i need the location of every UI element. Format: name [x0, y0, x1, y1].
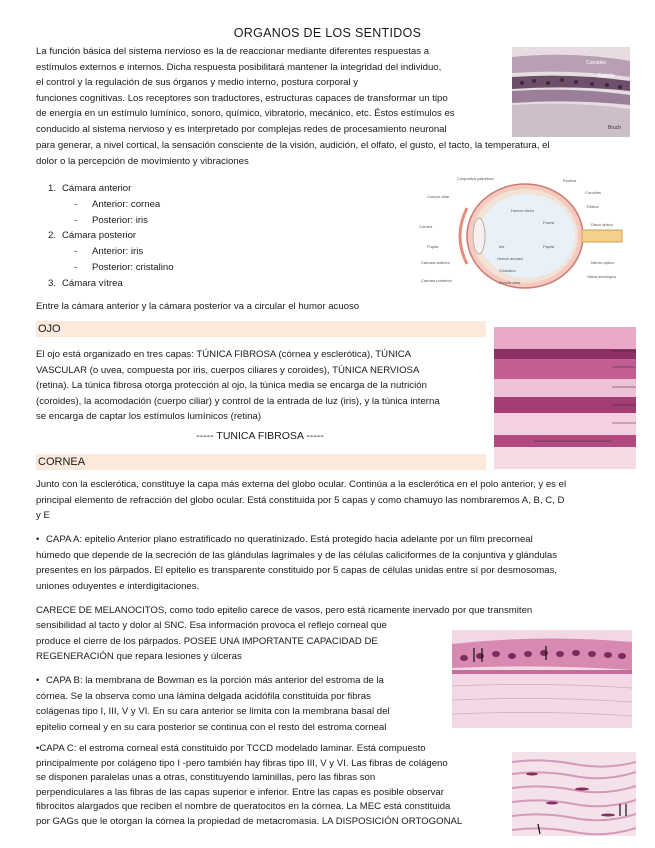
melanocitos-paragraph — [36, 603, 632, 619]
eye-label: Nervio óptico — [591, 260, 615, 265]
intro-line: de energía en un estímulo lumínico, sonoro, químico, vibratorio, mecánico, etc. Éstos estímulos es — [36, 108, 455, 120]
eye-label: Retina — [587, 204, 599, 209]
intro-line: estímulos externos e internos. Dicha respuesta posibilitará mantener la integridad del individuo, — [36, 61, 442, 73]
tunica-fibrosa-subtitle: ----- TUNICA FIBROSA ----- — [196, 430, 324, 442]
cornea-stroma-image — [512, 752, 636, 836]
intro-paragraph-top — [36, 44, 502, 138]
eye-label: Cuerpo ciliar — [427, 194, 450, 199]
capa-a-line: presentes en los párpados. El epitelio es transparente constituido por 5 capas de células unidas entre sí por desmosomas, — [36, 565, 558, 577]
eye-label: Vaina meníngea — [587, 274, 616, 279]
eye-label: Esclera — [563, 178, 577, 183]
histology-label: Epitelio — [598, 73, 615, 79]
eye-label: Zónula ciliar — [499, 280, 521, 285]
retina-layers-image — [494, 327, 636, 469]
list-subitem: - Anterior: cornea — [74, 198, 161, 210]
cornea-line: y E — [36, 510, 50, 522]
melanocitos-line: REGENERACIÓN que repara lesiones y úlceras — [36, 651, 242, 663]
cornea-intro-paragraph — [36, 477, 632, 524]
ojo-paragraph — [36, 347, 484, 425]
ojo-line: VASCULAR (o uvea, compuesta por iris, cuerpos ciliares y coroides), TÚNICA NERVIOSA — [36, 364, 420, 376]
list-subitem: - Posterior: cristalino — [74, 261, 174, 273]
retina-histology-image — [512, 47, 630, 137]
capa-c-line: principalmente por colágeno tipo I -pero también hay fibras tipo III, V y VI. Las fibras de colágeno — [36, 757, 448, 769]
ojo-line: (retina). La túnica fibrosa otorga protección al ojo, la túnica media se encarga de la nutrición — [36, 380, 427, 392]
melanocitos-line: CARECE DE MELANOCITOS, como todo epitelio carece de vasos, pero está ricamente inervado por que transmiten — [36, 605, 533, 616]
capa-a-line: • CAPA A: epitelio Anterior plano estratificado no queratinizado. Está protegido hacia adelante por un film precorneal — [36, 534, 533, 545]
capa-c-paragraph — [36, 742, 504, 830]
chamber-label: Cámara vítrea — [62, 277, 123, 289]
capa-c-line: perpendiculares a las fibras de las capas superior e inferior. Entre las capas es posible observar — [36, 786, 444, 798]
chamber-label: Cámara anterior — [62, 183, 132, 194]
chambers-list — [36, 181, 396, 292]
cornea-epithelium-image — [452, 630, 632, 728]
list-item: 1. Cámara anterior — [47, 183, 132, 194]
eye-label: Conjuntiva palpebral — [457, 176, 494, 181]
capa-a-line: húmedo que depende de la secreción de las glándulas lagrimales y de las células caliciformes de la conjuntiva y glándulas — [36, 549, 558, 561]
ojo-line: (coroides), la acomodación (cuerpo ciliar) y control de la entrada de luz (iris), y la túnica interna — [36, 395, 440, 407]
capa-b-line: • CAPA B: la membrana de Bowman es la porción más anterior del estroma de la — [36, 675, 384, 686]
eye-label: Disco óptico — [591, 222, 613, 227]
list-item: 3. Cámara vítrea — [47, 277, 123, 289]
capa-c-line: •CAPA C: el estroma corneal está constituido por TCCD modelado laminar. Está compuesto — [36, 743, 426, 754]
eye-label: Córnea — [419, 224, 433, 229]
list-item: 2. Cámara posterior — [47, 230, 137, 242]
eye-label: Pupila — [427, 244, 439, 249]
capa-b-line: epitelio corneal y en su cara posterior se continua con el resto del estroma corneal — [36, 721, 387, 733]
eye-label: Fóvea — [543, 220, 555, 225]
melanocitos-line: produce el cierre de los párpados. POSEE UNA IMPORTANTE CAPACIDAD DE — [36, 635, 378, 647]
eye-label: Papila — [543, 244, 555, 249]
cornea-line: Junto con la esclerótica, constituye la capa más externa del globo ocular. Continúa a la esclerótica en el polo anterior, y es el — [36, 479, 567, 490]
intro-line: funciones cognitivas. Los receptores son traductores, estructuras capaces de transformar un tipo — [36, 92, 448, 104]
chambers-note: Entre la cámara anterior y la cámara posterior va a circular el humor acuoso — [36, 301, 360, 312]
capa-b-line: colágenas tipo I, III, V y VI. En su cara anterior se limita con la membrana basal del — [36, 706, 390, 718]
eye-label: Cristalino — [499, 268, 516, 273]
eye-label: Iris — [499, 244, 505, 249]
capa-c-line: se disponen paralelas unas a otras, constituyendo laminillas, pero las fibras son — [36, 772, 376, 784]
capa-c-line: por GAGs que le otorgan la córnea la propiedad de metacromasia. LA DISPOSICIÓN ORTOGONAL — [36, 815, 463, 827]
intro-line: conducido al sistema nervioso y es interpretado por complejas redes de procesamiento neuronal — [36, 123, 447, 135]
section-heading-ojo: OJO — [36, 321, 486, 337]
capa-a-line: uniones oduyentes e interdigitaciones. — [36, 580, 200, 592]
eye-label: Cámara posterior — [421, 278, 452, 283]
list-subitem: - Posterior: iris — [74, 214, 148, 226]
intro-paragraph-bottom — [36, 138, 636, 169]
capa-b-line: córnea. Se la observa como una lámina delgada acidófila constituida por fibras — [36, 690, 371, 702]
section-heading-cornea: CORNEA — [36, 454, 486, 470]
chamber-label: Cámara posterior — [62, 230, 137, 242]
eye-label: Humor vítreo — [511, 208, 535, 213]
capa-b-paragraph — [36, 673, 444, 735]
intro-line: La función básica del sistema nervioso es la de reaccionar mediante diferentes respuestas a — [36, 46, 430, 57]
capa-c-line: fibrocitos alargados que reciben el nombre de queratocitos en la córnea. La MEC está constituida — [36, 801, 451, 813]
intro-line: dolor o la percepción de movimiento y vibraciones — [36, 155, 249, 167]
eye-label: Humor acuoso — [497, 256, 524, 261]
eye-label: Cámara anterior — [421, 260, 450, 265]
intro-line: para generar, a nivel cortical, la sensación consciente de la visión, audición, el olfato, el gusto, el tacto, la temperatura, el — [36, 140, 550, 151]
ojo-line: se encarga de captar los estímulos lumínicos (retina) — [36, 411, 262, 423]
list-subitem: - Anterior: iris — [74, 246, 144, 258]
cornea-line: principal elemento de refracción del globo ocular. Está constituida por 5 capas y como chamuyo las nombraremos A, B, C, D — [36, 494, 565, 506]
ojo-line: El ojo está organizado en tres capas: TÚNICA FIBROSA (córnea y esclerótica), TÚNICA — [36, 349, 412, 360]
histology-label: Coroides — [586, 60, 607, 66]
eye-label: Coroides — [585, 190, 602, 195]
melanocitos-line: sensibilidad al tacto y dolor al SNC. Esa información provoca el reflejo corneal que — [36, 620, 387, 631]
histology-label: Bruch — [608, 125, 622, 131]
melanocitos-paragraph-narrow — [36, 618, 444, 665]
eye-diagram — [415, 168, 637, 298]
page-title: ORGANOS DE LOS SENTIDOS — [233, 26, 422, 40]
intro-line: el control y la regulación de sus órganos y medio interno, postura corporal y — [36, 77, 359, 89]
capa-a-paragraph — [36, 532, 632, 594]
